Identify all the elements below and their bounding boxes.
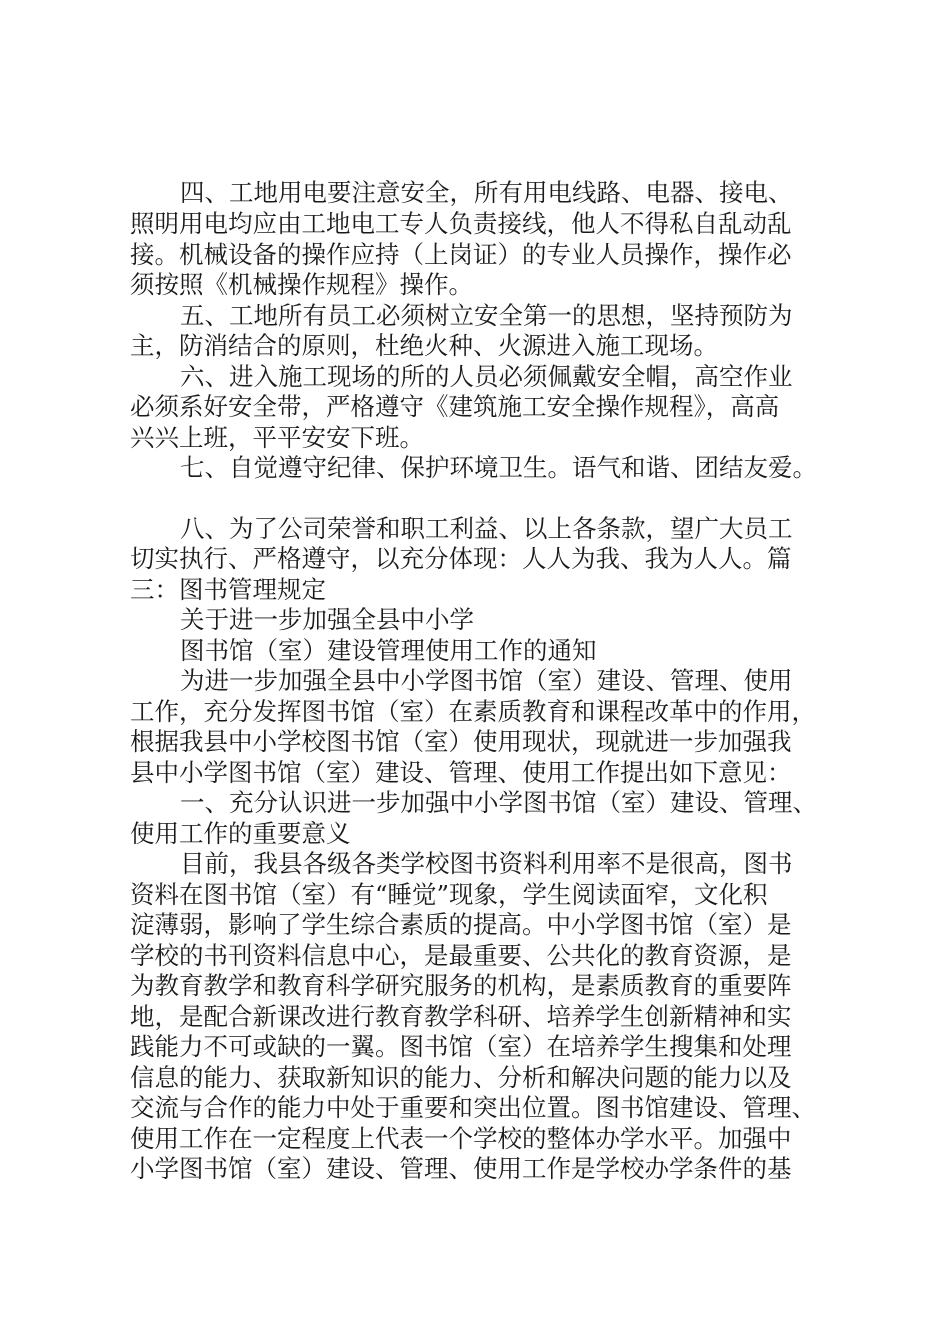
text-line: 八、为了公司荣誉和职工利益、以上各条款，望广大员工 <box>180 514 793 543</box>
text-line: 主，防消结合的原则，杜绝火种、火源进入施工现场。 <box>130 331 718 360</box>
text-line: 践能力不可或缺的一翼。图书馆（室）在培养学生搜集和处理 <box>130 1032 792 1061</box>
text-line: 信息的能力、获取新知识的能力、分析和解决问题的能力以及 <box>130 1063 792 1092</box>
text-line: 为进一步加强全县中小学图书馆（室）建设、管理、使用 <box>180 666 793 695</box>
text-line: 交流与合作的能力中处于重要和突出位置。图书馆建设、管理、 <box>130 1093 816 1122</box>
text-line: 照明用电均应由工地电工专人负责接线，他人不得私自乱动乱 <box>130 209 792 238</box>
text-line: 兴兴上班，平平安安下班。 <box>130 423 424 452</box>
text-line: 接。机械设备的操作应持（上岗证）的专业人员操作，操作必 <box>130 240 792 269</box>
text-line: 学校的书刊资料信息中心，是最重要、公共化的教育资源，是 <box>130 941 792 970</box>
text-line: 四、工地用电要注意安全，所有用电线路、电器、接电、 <box>180 178 793 207</box>
text-line: 目前，我县各级各类学校图书资料利用率不是很高，图书 <box>180 849 793 878</box>
text-line: 一、充分认识进一步加强中小学图书馆（室）建设、管理、 <box>180 788 817 817</box>
text-line: 小学图书馆（室）建设、管理、使用工作是学校办学条件的基 <box>130 1154 792 1183</box>
text-line: 关于进一步加强全县中小学 <box>180 605 474 634</box>
text-line: 切实执行、严格遵守，以充分体现：人人为我、我为人人。篇 <box>130 544 792 573</box>
text-line: 使用工作的重要意义 <box>130 819 351 848</box>
text-line: 地，是配合新课改进行教育教学科研、培养学生创新精神和实 <box>130 1002 792 1031</box>
text-line: 六、进入施工现场的所的人员必须佩戴安全帽，高空作业 <box>180 362 793 391</box>
text-line: 资料在图书馆（室）有“睡觉”现象，学生阅读面窄，文化积 <box>130 880 768 909</box>
text-line: 图书馆（室）建设管理使用工作的通知 <box>180 636 597 665</box>
text-line: 工作，充分发挥图书馆（室）在素质教育和课程改革中的作用， <box>130 697 816 726</box>
text-line: 七、自觉遵守纪律、保护环境卫生。语气和谐、团结友爱。 <box>180 453 817 482</box>
text-line: 必须系好安全带，严格遵守《建筑施工安全操作规程》，高高 <box>130 392 780 421</box>
text-line: 淀薄弱，影响了学生综合素质的提高。中小学图书馆（室）是 <box>130 910 792 939</box>
text-line: 使用工作在一定程度上代表一个学校的整体办学水平。加强中 <box>130 1124 792 1153</box>
text-line: 五、工地所有员工必须树立安全第一的思想，坚持预防为 <box>180 301 793 330</box>
text-line: 根据我县中小学校图书馆（室）使用现状，现就进一步加强我 <box>130 727 792 756</box>
text-line: 须按照《机械操作规程》操作。 <box>130 270 473 299</box>
text-line: 三：图书管理规定 <box>130 575 326 604</box>
text-line: 为教育教学和教育科学研究服务的机构，是素质教育的重要阵 <box>130 971 792 1000</box>
text-line: 县中小学图书馆（室）建设、管理、使用工作提出如下意见： <box>130 758 792 787</box>
